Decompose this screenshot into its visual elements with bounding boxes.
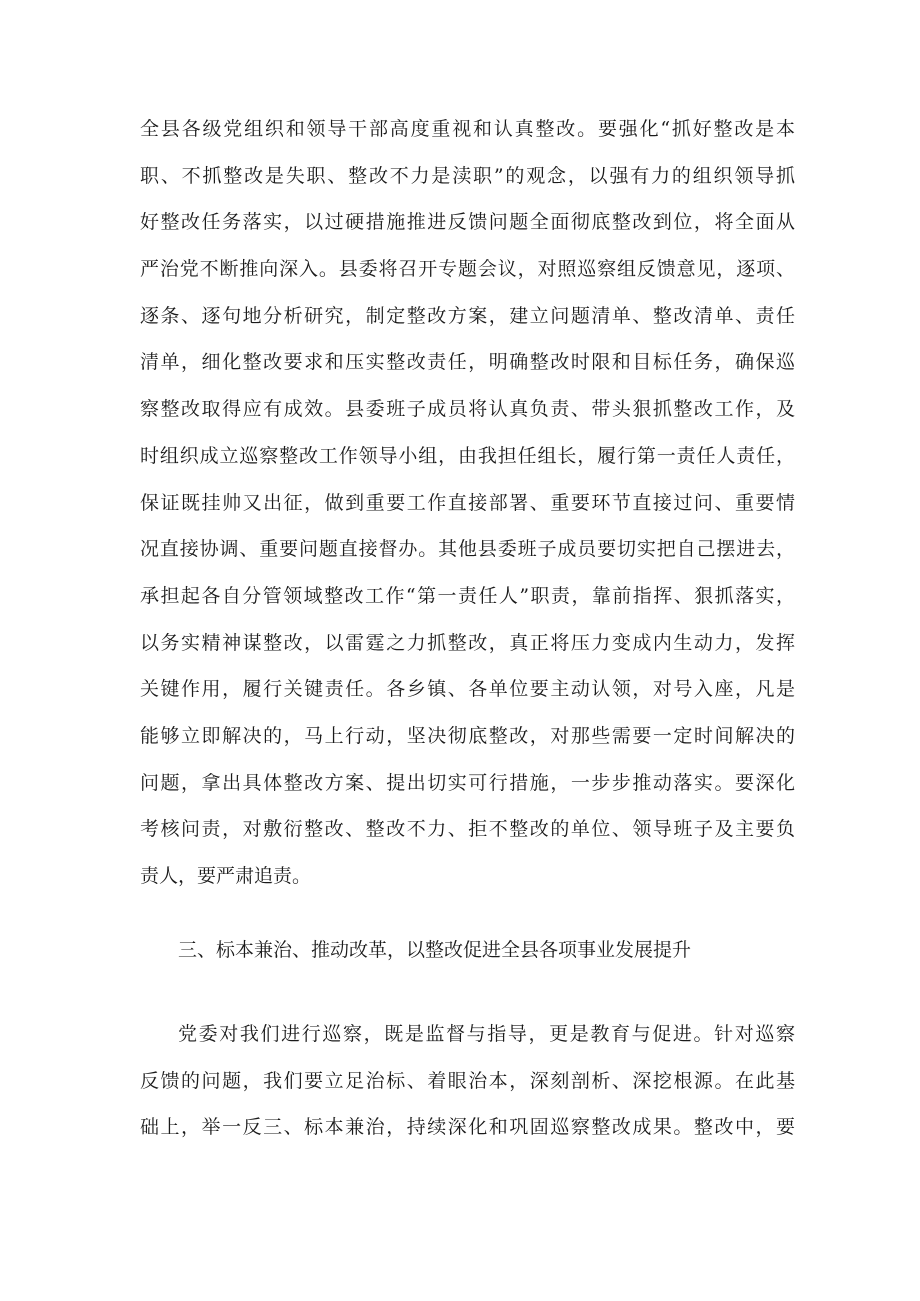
paragraph-line: 况直接协调、重要问题直接督办。其他县委班子成员要切实把自己摆进去，: [140, 538, 795, 561]
section-heading: [140, 927, 795, 973]
body-paragraph-1: [140, 106, 795, 900]
paragraph-line: 问题，拿出具体整改方案、提出切实可行措施，一步步推动落实。要深化: [140, 771, 795, 794]
paragraph-line: 保证既挂帅又出征，做到重要工作直接部署、重要环节直接过问、重要情: [140, 491, 795, 514]
paragraph-line: 以务实精神谋整改，以雷霆之力抓整改，真正将压力变成内生动力，发挥: [140, 631, 795, 654]
paragraph-line: 反馈的问题，我们要立足治标、着眼治本，深刻剖析、深挖根源。在此基: [140, 1069, 795, 1092]
paragraph-line: 能够立即解决的，马上行动，坚决彻底整改，对那些需要一定时间解决的: [140, 724, 795, 747]
paragraph-line: 责人，要严肃追责。: [140, 865, 312, 887]
paragraph-line: 逐条、逐句地分析研究，制定整改方案，建立问题清单、整改清单、责任: [140, 304, 795, 327]
paragraph-line: 察整改取得应有成效。县委班子成员将认真负责、带头狠抓整改工作，及: [140, 398, 795, 421]
paragraph-line: 好整改任务落实，以过硬措施推进反馈问题全面彻底整改到位，将全面从: [140, 211, 795, 234]
paragraph-line: 严治党不断推向深入。县委将召开专题会议，对照巡察组反馈意见，逐项、: [140, 258, 795, 281]
paragraph-line: 承担起各自分管领域整改工作“第一责任人”职责，靠前指挥、狠抓落实，: [140, 584, 795, 607]
paragraph-line: 考核问责，对敷衍整改、整改不力、拒不整改的单位、领导班子及主要负: [140, 818, 795, 841]
paragraph-line: 时组织成立巡察整改工作领导小组，由我担任组长，履行第一责任人责任，: [140, 444, 795, 467]
body-paragraph-2: [140, 1011, 795, 1151]
paragraph-line: 全县各级党组织和领导干部高度重视和认真整改。要强化“抓好整改是本: [140, 118, 795, 140]
paragraph-line: 党委对我们进行巡察，既是监督与指导，更是教育与促进。针对巡察: [178, 1023, 795, 1045]
paragraph-line: 职、不抓整改是失职、整改不力是渎职”的观念，以强有力的组织领导抓: [140, 164, 795, 187]
paragraph-line: 础上，举一反三、标本兼治，持续深化和巩固巡察整改成果。整改中，要: [140, 1116, 795, 1139]
paragraph-line: 关键作用，履行关键责任。各乡镇、各单位要主动认领，对号入座，凡是: [140, 678, 795, 701]
section-heading-text: 三、标本兼治、推动改革，以整改促进全县各项事业发展提升: [178, 939, 692, 961]
paragraph-line: 清单，细化整改要求和压实整改责任，明确整改时限和目标任务，确保巡: [140, 351, 795, 374]
